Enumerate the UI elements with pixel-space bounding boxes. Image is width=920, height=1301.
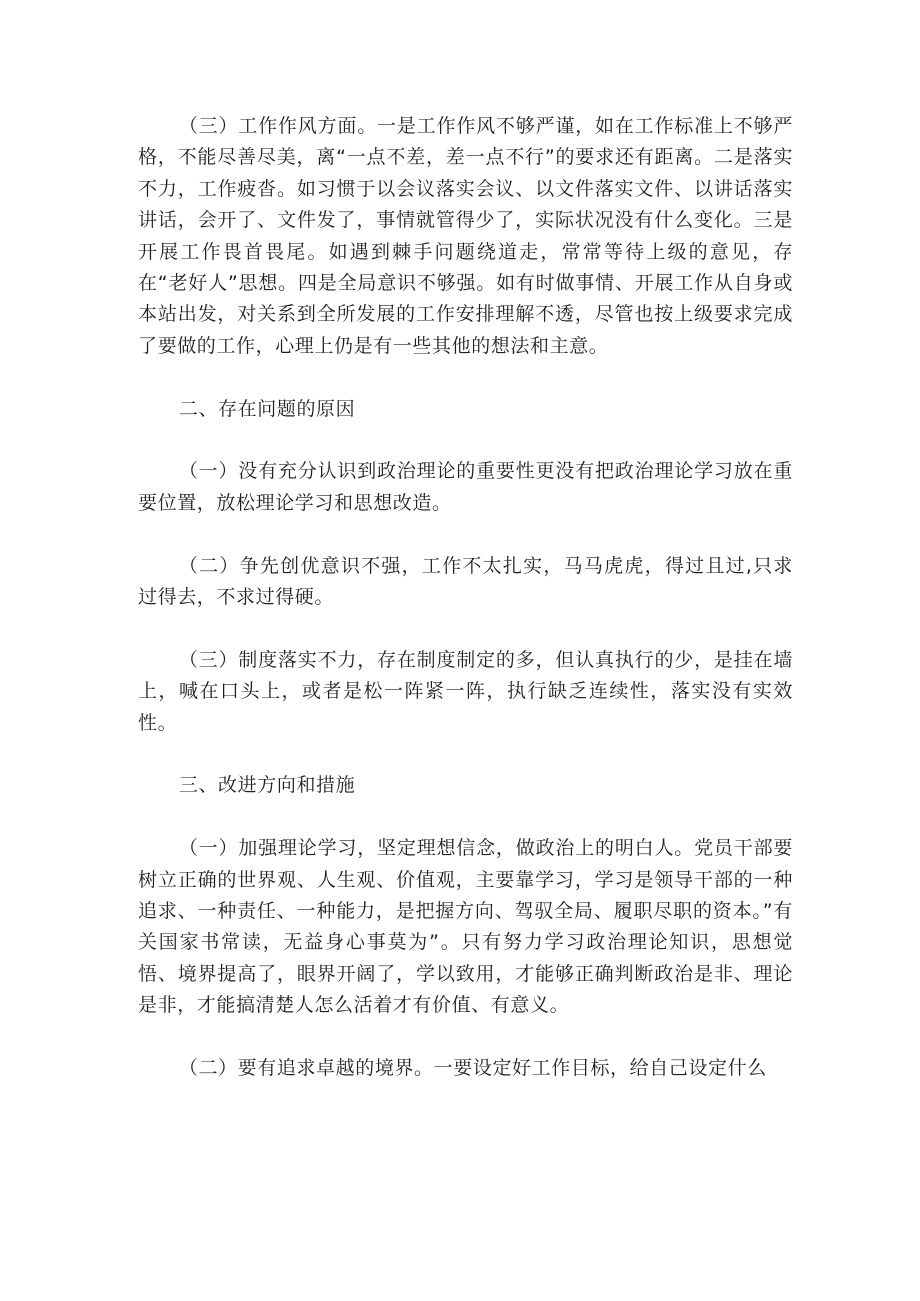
paragraph-spacer	[138, 613, 793, 644]
paragraph-spacer	[138, 1022, 793, 1053]
document-body	[138, 111, 793, 1084]
paragraph-cause-2: （二）争先创优意识不强，工作不太扎实，马马虎虎，得过且过,只求过得去，不求过得硬。	[138, 554, 793, 609]
paragraph-work-style: （三）工作作风方面。一是工作作风不够严谨，如在工作标准上不够严格，不能尽善尽美，离“一点不差，差一点不行”的要求还有距离。二是落实不力，工作疲沓。如习惯于以会议落实会议、以文件落实文件、以讲话落实讲话，会开了、文件发了，事情就管得少了，实际状况没有什么变化。三是开展工作畏首畏尾。如遇到棘手问题绕道走，常常等待上级的意见，存在“老好人”思想。四是全局意识不够强。如有时做事情、开展工作从自身或本站出发，对关系到全所发展的工作安排理解不透，尽管也按上级要求完成了要做的工作，心理上仍是有一些其他的想法和主意。	[138, 115, 793, 357]
paragraph-measure-1: （一）加强理论学习，坚定理想信念，做政治上的明白人。党员干部要树立正确的世界观、人生观、价值观，主要靠学习，学习是领导干部的一种追求、一种责任、一种能力，是把握方向、驾驭全局、履职尽职的资本。”有关国家书常读，无益身心事莫为”。只有努力学习政治理论知识，思想觉悟、境界提高了，眼界开阔了，学以致用，才能够正确判断政治是非、理论是非，才能搞清楚人怎么活着才有价值、有意义。	[138, 837, 793, 1017]
paragraph-cause-3: （三）制度落实不力，存在制度制定的多，但认真执行的少，是挂在墙上，喊在口头上，或者是松一阵紧一阵，执行缺乏连续性，落实没有实效性。	[138, 648, 793, 734]
paragraph-spacer	[138, 519, 793, 550]
paragraph-cause-1: （一）没有充分认识到政治理论的重要性更没有把政治理论学习放在重要位置，放松理论学习和思想改造。	[138, 460, 793, 514]
paragraph-spacer	[138, 739, 793, 770]
paragraph-measure-2: （二）要有追求卓越的境界。一要设定好工作目标，给自己设定什么	[178, 1057, 767, 1080]
paragraph-spacer	[138, 362, 793, 393]
paragraph-spacer	[138, 425, 793, 456]
paragraph-spacer	[138, 802, 793, 833]
section-heading-causes: 二、存在问题的原因	[178, 397, 356, 420]
section-heading-measures: 三、改进方向和措施	[178, 774, 356, 797]
